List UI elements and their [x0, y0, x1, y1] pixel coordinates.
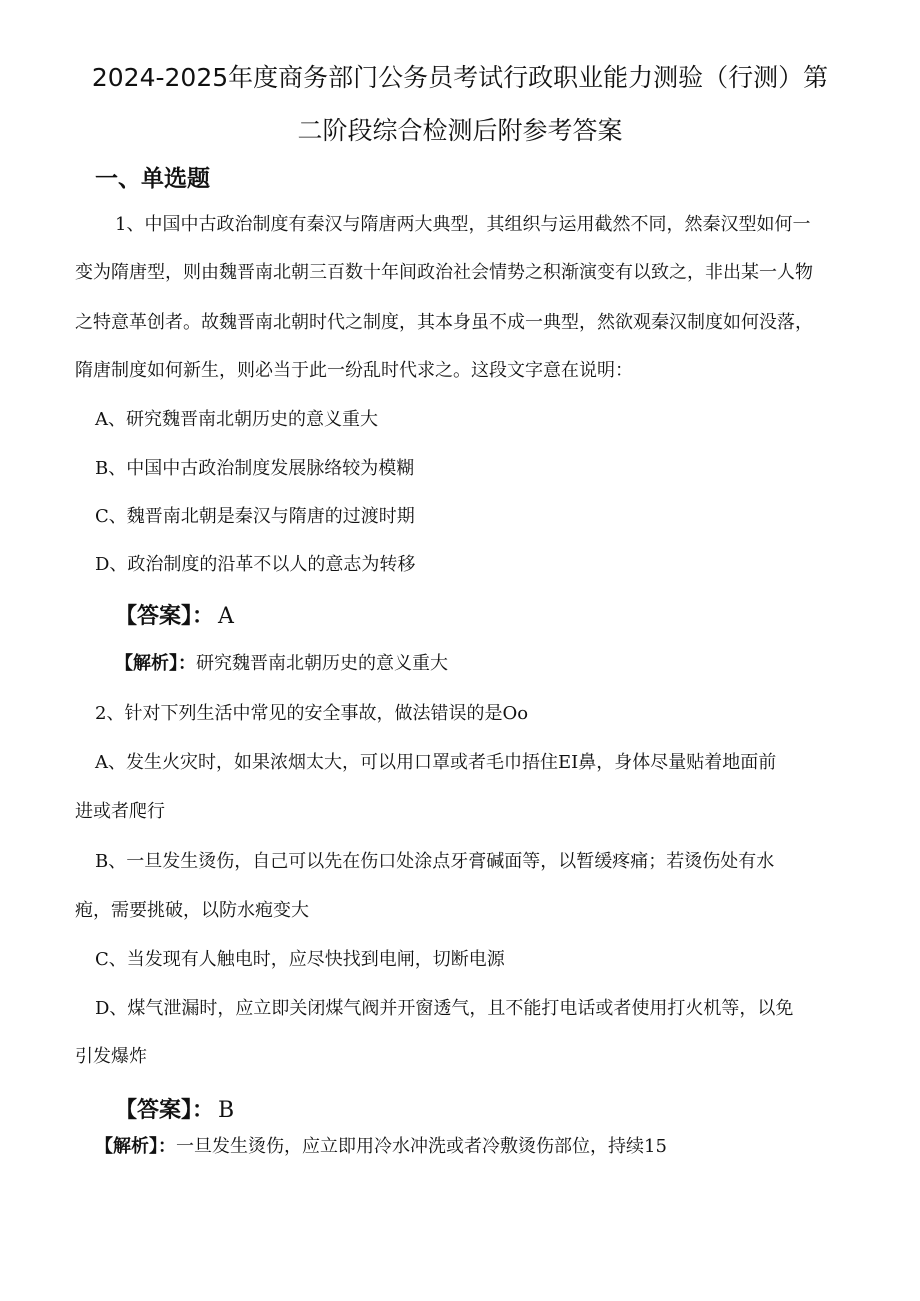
q1-option-c: C、魏晋南北朝是秦汉与隋唐的过渡时期 [95, 506, 415, 527]
q1-explanation [115, 652, 448, 676]
q2-stem: 2、针对下列生活中常见的安全事故，做法错误的是Oo [95, 703, 529, 724]
q2-option-b-line-1: B、一旦发生烫伤，自己可以先在伤口处涂点牙膏碱面等，以暂缓疼痛；若烫伤处有水 [95, 851, 775, 872]
q1-answer-label: 【答案】： [115, 604, 215, 629]
q2-option-d-line-1: D、煤气泄漏时，应立即关闭煤气阀并开窗透气，且不能打电话或者使用打火机等，以免 [95, 998, 794, 1019]
document-title-line-2: 二阶段综合检测后附参考答案 [297, 116, 623, 145]
q1-stem-line-2: 变为隋唐型，则由魏晋南北朝三百数十年间政治社会情势之积渐演变有以致之，非出某一人物 [75, 262, 813, 283]
q2-explanation-label: 【解析】： [95, 1136, 176, 1157]
q2-answer-value: B [218, 1098, 235, 1123]
q2-option-a-line-1: A、发生火灾时，如果浓烟太大，可以用口罩或者毛巾捂住EI鼻，身体尽量贴着地面前 [95, 752, 777, 773]
q1-explanation-label: 【解析】： [115, 653, 196, 674]
q1-stem-line-1: 1、中国中古政治制度有秦汉与隋唐两大典型，其组织与运用截然不同，然秦汉型如何一 [115, 214, 811, 235]
q1-option-d: D、政治制度的沿革不以人的意志为转移 [95, 554, 416, 575]
q1-stem-line-3: 之特意革创者。故魏晋南北朝时代之制度，其本身虽不成一典型，然欲观秦汉制度如何没落， [75, 312, 813, 333]
q1-explanation-text: 研究魏晋南北朝历史的意义重大 [196, 653, 448, 674]
q2-option-b-line-2: 疱，需要挑破，以防水疱变大 [75, 900, 309, 921]
q1-answer [115, 599, 234, 630]
q2-explanation [95, 1135, 667, 1159]
q2-answer-label: 【答案】： [115, 1098, 215, 1123]
q2-answer [115, 1093, 234, 1124]
q2-explanation-text: 一旦发生烫伤，应立即用冷水冲洗或者冷敷烫伤部位，持续15 [176, 1136, 667, 1157]
q2-option-c: C、当发现有人触电时，应尽快找到电闸，切断电源 [95, 949, 505, 970]
q1-stem-line-4: 隋唐制度如何新生，则必当于此一纷乱时代求之。这段文字意在说明： [75, 360, 633, 381]
q1-option-a: A、研究魏晋南北朝历史的意义重大 [95, 409, 378, 430]
section-heading: 一、单选题 [95, 166, 210, 192]
q1-answer-value: A [218, 604, 234, 629]
q2-option-d-line-2: 引发爆炸 [75, 1046, 147, 1067]
document-title-line-1: 2024-2025年度商务部门公务员考试行政职业能力测验（行测）第 [91, 63, 829, 92]
q1-option-b: B、中国中古政治制度发展脉络较为模糊 [95, 458, 415, 479]
q2-option-a-line-2: 进或者爬行 [75, 801, 165, 822]
